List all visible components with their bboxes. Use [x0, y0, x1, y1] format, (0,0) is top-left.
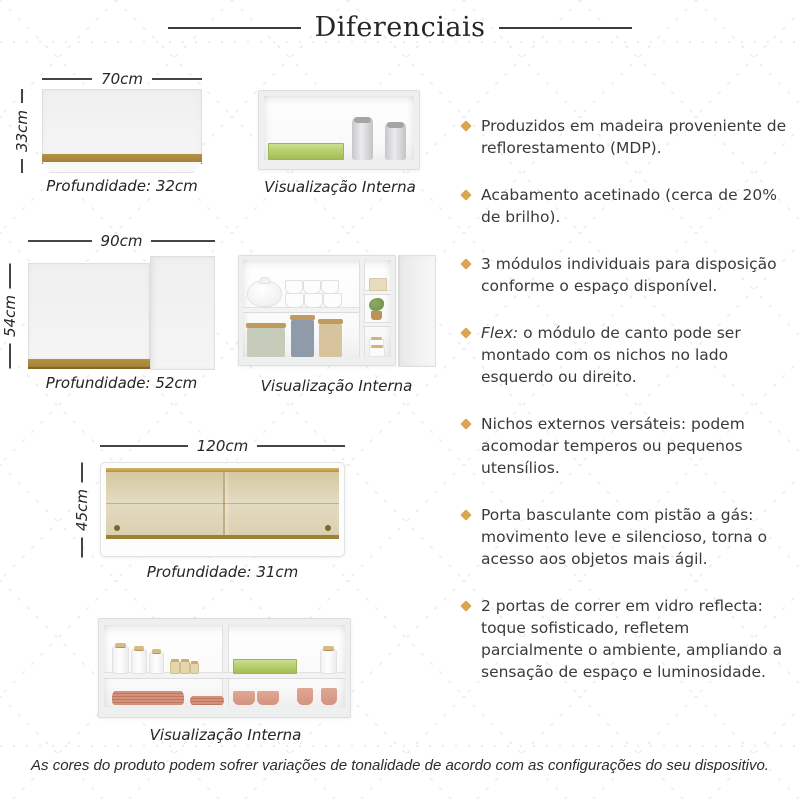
feature-list [462, 115, 796, 708]
dim-line [21, 159, 22, 173]
cup [321, 280, 339, 294]
dim-line [42, 78, 92, 79]
open-cabinet [258, 90, 420, 170]
diamond-bullet-icon [460, 600, 471, 611]
feature-item [462, 413, 796, 479]
height-dimension [10, 89, 34, 173]
dim-line [152, 78, 202, 79]
green-tray [268, 143, 344, 160]
feature-text: o módulo de canto pode ser montado com os nichos no lado esquerdo ou direito. [481, 324, 741, 386]
green-tray [233, 659, 297, 674]
height-dimension [70, 462, 94, 557]
reflecta-glass-doors [106, 472, 339, 539]
title-row [168, 12, 632, 43]
pink-cup [297, 688, 313, 705]
height-dimension [0, 263, 22, 368]
pink-bowl [257, 691, 279, 705]
diamond-bullet-icon [460, 418, 471, 429]
dim-line [81, 462, 82, 482]
door-knob [114, 525, 120, 531]
width-label: 90cm [100, 232, 143, 250]
depth-label: Profundidade: 52cm [45, 374, 198, 392]
diamond-bullet-icon [460, 509, 471, 520]
dim-line [100, 445, 188, 446]
cabinet-interior [264, 96, 414, 160]
width-dimension [28, 232, 215, 250]
cup [285, 280, 303, 294]
dim-line [28, 240, 92, 241]
glass-jar [385, 122, 406, 160]
open-door-panel [398, 255, 436, 367]
pink-cup [321, 688, 337, 705]
feature-item [462, 253, 796, 297]
spice-jar [190, 663, 199, 674]
cabinet-interior [243, 260, 391, 357]
plant-pot [371, 311, 382, 320]
module-70-base [42, 162, 202, 173]
dim-line [257, 445, 345, 446]
storage-box [369, 278, 387, 291]
title-divider-right [499, 27, 632, 29]
width-dimension [42, 70, 202, 88]
niche-divider [359, 260, 365, 357]
module-90-diagram [1, 232, 215, 392]
wood-bottom-trim [106, 535, 339, 539]
open-cabinet [98, 618, 351, 718]
inner-shelf-line [106, 503, 339, 504]
page-title: Diferenciais [314, 12, 486, 43]
feature-item [462, 115, 796, 159]
plate-stack [112, 691, 184, 705]
module-90-corner-door [150, 256, 215, 370]
diamond-bullet-icon [460, 327, 471, 338]
cup [303, 280, 321, 294]
internal-caption: Visualização Interna [149, 726, 302, 744]
teapot [247, 280, 282, 307]
title-divider-left [168, 27, 301, 29]
cup [323, 293, 342, 308]
plant [369, 298, 384, 311]
feature-text: Produzidos em madeira proveniente de reflorestamento (MDP). [481, 117, 787, 157]
feature-item [462, 184, 796, 228]
shelf [243, 307, 359, 313]
feature-text: Acabamento acetinado (cerca de 20% de brilho). [481, 186, 777, 226]
feature-text: 3 módulos individuais para disposição conforme o espaço disponível. [481, 255, 777, 295]
niche-shelf [363, 322, 391, 327]
module-120-base [106, 539, 339, 551]
depth-label: Profundidade: 32cm [46, 177, 198, 195]
dim-line [21, 89, 22, 103]
feature-text: 2 portas de correr em vidro reflecta: toque sofisticado, refletem parcialmente o ambiente, ampliando a sensação de espaço e luminosidade. [481, 597, 783, 681]
internal-caption: Visualização Interna [260, 377, 413, 395]
dim-line [81, 537, 82, 557]
height-label: 54cm [1, 294, 19, 337]
color-disclaimer: As cores do produto podem sofrer variações de tonalidade de acordo com as configurações do seu dispositivo. [31, 757, 769, 774]
cabinet-interior [104, 625, 345, 707]
door-knob [325, 525, 331, 531]
diamond-bullet-icon [460, 120, 471, 131]
pink-bowl [233, 691, 255, 705]
clip-jar [149, 652, 164, 674]
module-90-wood-trim [28, 359, 150, 369]
depth-label: Profundidade: 31cm [146, 563, 299, 581]
feature-text-lead: Flex: [481, 324, 519, 342]
cup [285, 293, 304, 308]
feature-item [462, 504, 796, 570]
dim-line [9, 263, 10, 288]
feature-text: Nichos externos versáteis: podem acomodar temperos ou pequenos utensílios. [481, 415, 745, 477]
height-label: 45cm [73, 488, 91, 531]
spice-jar [170, 661, 180, 674]
internal-caption: Visualização Interna [264, 178, 416, 196]
feature-item [462, 322, 796, 388]
width-dimension [100, 437, 345, 455]
diamond-bullet-icon [460, 258, 471, 269]
white-canister [320, 649, 337, 674]
blue-canister [291, 319, 314, 357]
module-120-front [100, 462, 345, 557]
module-90-front [28, 263, 150, 360]
module-70-diagram [13, 70, 202, 195]
white-jar [369, 347, 385, 357]
dim-line [9, 343, 10, 368]
open-cabinet [238, 255, 396, 366]
center-divider [222, 625, 229, 707]
spice-jar [180, 661, 190, 674]
plate-stack [190, 696, 224, 705]
module-70-front [42, 89, 202, 155]
sage-canister [247, 327, 285, 357]
dim-line [151, 240, 215, 241]
height-label: 33cm [13, 110, 31, 152]
cup [304, 293, 323, 308]
diamond-bullet-icon [460, 189, 471, 200]
feature-item [462, 595, 796, 683]
clip-jar [112, 646, 129, 674]
module-120-diagram [73, 437, 345, 581]
width-label: 120cm [196, 437, 249, 455]
clip-jar [131, 649, 147, 674]
glass-jar [352, 117, 373, 160]
width-label: 70cm [101, 70, 143, 88]
tan-canister [319, 323, 342, 357]
feature-text: Porta basculante com pistão a gás: movimento leve e silencioso, torna o acesso aos objetos mais ágil. [481, 506, 768, 568]
sliding-door-divider [223, 472, 225, 539]
